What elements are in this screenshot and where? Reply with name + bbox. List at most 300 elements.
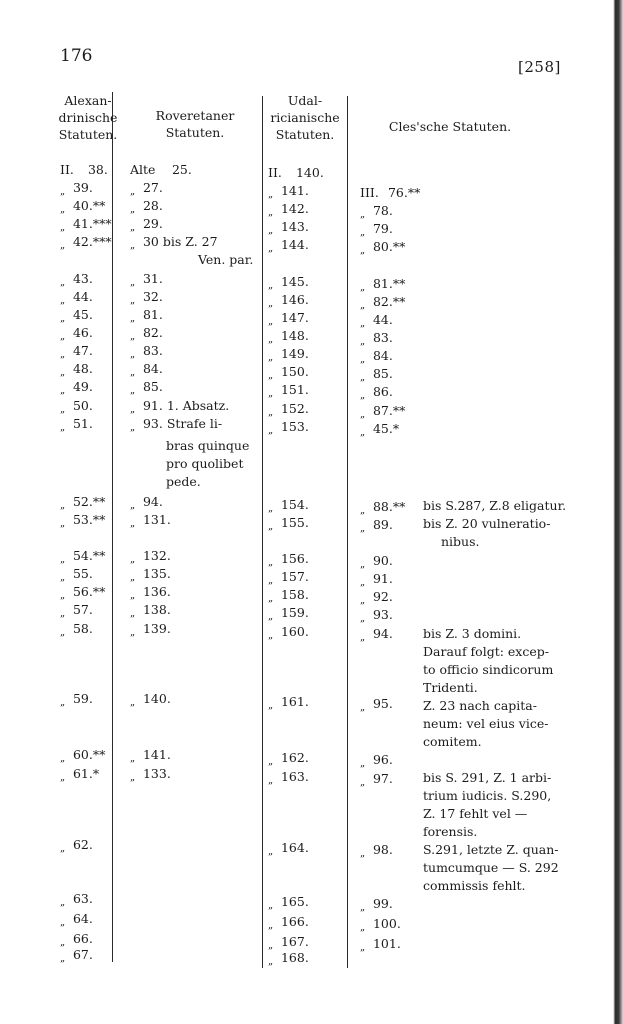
ditto-marker: „	[130, 367, 136, 378]
ditto-marker: „	[268, 225, 274, 236]
header-cles: Cles'sche Statuten.	[388, 119, 512, 134]
statute-number: 168.	[280, 950, 309, 965]
alexandrinische-cell	[60, 378, 93, 399]
ditto-marker: „	[268, 920, 274, 931]
statute-number: 55.	[72, 566, 93, 581]
alexandrinische-cell	[60, 690, 93, 711]
statute-number: 93.	[372, 607, 393, 622]
ditto-marker: „	[268, 900, 274, 911]
statute-number: 42.***	[72, 234, 112, 249]
statute-number: 131.	[142, 512, 171, 527]
ditto-marker: „	[60, 572, 66, 583]
statute-number: 32.	[142, 289, 163, 304]
statute-number: 164.	[280, 840, 309, 855]
cles-note: Darauf folgt: excep-	[423, 644, 549, 659]
udalricianische-cell	[268, 893, 309, 914]
statute-number: 138.	[142, 602, 171, 617]
cles-note: neum: vel eius vice-	[423, 716, 549, 731]
ditto-marker: II.	[60, 162, 74, 177]
roveretaner-cell	[130, 765, 171, 786]
ditto-marker: „	[60, 500, 66, 511]
statute-number: 56.**	[72, 584, 106, 599]
cles-cell	[360, 184, 420, 201]
roveretaner-cell	[130, 378, 163, 399]
statute-number: 82.	[142, 325, 163, 340]
header-line: Statuten.	[275, 127, 335, 142]
statute-number: 43.	[72, 271, 93, 286]
udalricianische-cell	[268, 514, 309, 535]
header-line: Alexan-	[64, 93, 112, 108]
statute-number: 96.	[372, 752, 393, 767]
statute-number: 39.	[72, 180, 93, 195]
ditto-marker: „	[130, 572, 136, 583]
ditto-marker: „	[360, 702, 366, 713]
ditto-marker: „	[60, 608, 66, 619]
statute-number: 58.	[72, 621, 93, 636]
ditto-marker: „	[360, 300, 366, 311]
ditto-marker: „	[130, 240, 136, 251]
header-alexandrinische	[52, 92, 124, 143]
ditto-marker: „	[130, 204, 136, 215]
statute-number: 162.	[280, 750, 309, 765]
statute-number: 45.	[72, 307, 93, 322]
ditto-marker: „	[130, 422, 136, 433]
statute-number: 84.	[142, 361, 163, 376]
statute-number: 76.**	[387, 185, 421, 200]
ditto-marker: „	[268, 846, 274, 857]
ditto-marker: „	[268, 388, 274, 399]
cles-note: bis Z. 3 domini.	[423, 626, 522, 641]
statute-number: 141.	[142, 747, 171, 762]
ditto-marker: „	[130, 313, 136, 324]
statute-number: 87.**	[372, 403, 406, 418]
statute-number: 44.	[372, 312, 393, 327]
statute-number: 153.	[280, 419, 309, 434]
statute-number: 99.	[372, 896, 393, 911]
statute-number: 80.**	[372, 239, 406, 254]
statute-number: 51.	[72, 416, 93, 431]
statute-number: 159.	[280, 605, 309, 620]
header-udalricianische	[265, 92, 345, 143]
ditto-marker: „	[268, 611, 274, 622]
alexandrinische-cell	[60, 161, 108, 178]
statute-number: 146.	[280, 292, 309, 307]
ditto-marker: „	[60, 295, 66, 306]
statute-number: 157.	[280, 569, 309, 584]
statute-number: 165.	[280, 894, 309, 909]
statute-number: 166.	[280, 914, 309, 929]
statute-number: 147.	[280, 310, 309, 325]
ditto-marker: „	[268, 775, 274, 786]
cles-note: bis S. 291, Z. 1 arbi-	[423, 770, 552, 785]
ditto-marker: „	[360, 902, 366, 913]
cles-cell	[360, 516, 393, 537]
ditto-marker: „	[60, 772, 66, 783]
statute-number: 63.	[72, 891, 93, 906]
statute-number: 97.	[372, 771, 393, 786]
cles-cell	[360, 935, 401, 956]
statute-number: 160.	[280, 624, 309, 639]
statute-number: 50.	[72, 398, 93, 413]
ditto-marker: „	[130, 404, 136, 415]
statute-number: 53.**	[72, 512, 106, 527]
ditto-marker: „	[60, 590, 66, 601]
ditto-marker: „	[268, 593, 274, 604]
statute-number: 52.**	[72, 494, 106, 509]
ditto-marker: „	[360, 282, 366, 293]
ditto-marker: „	[60, 627, 66, 638]
alexandrinische-cell	[60, 415, 93, 436]
statute-number: 95.	[372, 696, 393, 711]
udalricianische-cell	[268, 949, 309, 970]
alexandrinische-cell	[60, 890, 93, 911]
statute-number: 142.	[280, 201, 309, 216]
statute-number: 145.	[280, 274, 309, 289]
ditto-marker: „	[360, 922, 366, 933]
statute-number: 101.	[372, 936, 401, 951]
cles-cell	[360, 915, 401, 936]
header-line: Statuten.	[58, 127, 118, 142]
statute-number: 60.**	[72, 747, 106, 762]
cles-note: Z. 17 fehlt vel —	[423, 806, 528, 821]
alexandrinische-cell	[60, 511, 105, 532]
roveretaner-cell	[130, 601, 171, 622]
alexandrinische-cell	[60, 601, 93, 622]
roveretaner-note: bras quinque	[166, 438, 250, 453]
ditto-marker: „	[60, 349, 66, 360]
statute-number: 28.	[142, 198, 163, 213]
statute-number: 31.	[142, 271, 163, 286]
statute-number: 161.	[280, 694, 309, 709]
ditto-marker: „	[268, 756, 274, 767]
statute-number: 82.**	[372, 294, 406, 309]
ditto-marker: „	[130, 500, 136, 511]
roveretaner-note: pede.	[166, 474, 201, 489]
statute-number: 144.	[280, 237, 309, 252]
ditto-marker: „	[130, 385, 136, 396]
statute-number: 59.	[72, 691, 93, 706]
ditto-marker: „	[268, 940, 274, 951]
ditto-marker: III.	[360, 185, 379, 200]
roveretaner-cell	[130, 161, 192, 178]
ditto-marker: „	[130, 697, 136, 708]
statute-number: 41.***	[72, 216, 112, 231]
ditto-marker: „	[130, 608, 136, 619]
statute-number: 94.	[372, 626, 393, 641]
statute-number: 167.	[280, 934, 309, 949]
ditto-marker: „	[360, 409, 366, 420]
roveretaner-cell	[130, 690, 171, 711]
statute-number: 61.*	[72, 766, 100, 781]
ditto-marker: „	[360, 758, 366, 769]
statute-number: 49.	[72, 379, 93, 394]
statute-number: 64.	[72, 911, 93, 926]
statute-number: 46.	[72, 325, 93, 340]
udalricianische-cell	[268, 768, 309, 789]
statute-number: 30 bis Z. 27	[142, 234, 218, 249]
ditto-marker: „	[60, 404, 66, 415]
ditto-marker: „	[130, 627, 136, 638]
ditto-marker: „	[268, 425, 274, 436]
ditto-marker: „	[130, 518, 136, 529]
ditto-marker: „	[130, 590, 136, 601]
ditto-marker: „	[360, 559, 366, 570]
ditto-marker: „	[60, 843, 66, 854]
cles-note: bis S.287, Z.8 eligatur.	[423, 498, 567, 513]
statute-number: 66.	[72, 931, 93, 946]
statute-number: 91.	[372, 571, 393, 586]
ditto-marker: „	[360, 209, 366, 220]
ditto-marker: „	[60, 518, 66, 529]
udalricianische-cell	[268, 693, 309, 714]
cles-note: bis Z. 20 vulneratio-	[423, 516, 551, 531]
header-line: Udal-	[287, 93, 323, 108]
statute-number: 25.	[171, 162, 192, 177]
statute-number: 81.**	[372, 276, 406, 291]
ditto-marker: „	[60, 753, 66, 764]
statute-number: 158.	[280, 587, 309, 602]
statute-number: 154.	[280, 497, 309, 512]
page-number: 176	[60, 46, 93, 66]
statute-number: 136.	[142, 584, 171, 599]
cles-cell	[360, 383, 393, 404]
statute-number: 54.**	[72, 548, 106, 563]
ditto-marker: „	[130, 186, 136, 197]
ditto-marker: „	[60, 240, 66, 251]
ditto-marker: „	[268, 316, 274, 327]
statute-number: 100.	[372, 916, 401, 931]
statute-number: 94.	[142, 494, 163, 509]
cles-cell	[360, 238, 405, 259]
page-reference: [258]	[518, 58, 561, 76]
udalricianische-cell	[268, 381, 309, 402]
statute-number: 79.	[372, 221, 393, 236]
statute-number: 67.	[72, 947, 93, 962]
cles-note: S.291, letzte Z. quan-	[423, 842, 559, 857]
statute-number: 90.	[372, 553, 393, 568]
column-divider	[347, 96, 348, 968]
cles-cell	[360, 625, 393, 646]
statute-number: 78.	[372, 203, 393, 218]
statute-number: 62.	[72, 837, 93, 852]
statute-number: 91. 1. Absatz.	[142, 398, 230, 413]
alexandrinische-cell	[60, 910, 93, 931]
roveretaner-note: Ven. par.	[198, 252, 254, 267]
cles-note: Z. 23 nach capita-	[423, 698, 537, 713]
ditto-marker: „	[268, 370, 274, 381]
ditto-marker: „	[360, 848, 366, 859]
alexandrinische-cell	[60, 620, 93, 641]
statute-number: 141.	[280, 183, 309, 198]
ditto-marker: Alte	[130, 162, 156, 177]
ditto-marker: „	[130, 331, 136, 342]
statute-number: 93. Strafe li-	[142, 416, 223, 431]
ditto-marker: „	[60, 422, 66, 433]
ditto-marker: „	[268, 575, 274, 586]
ditto-marker: „	[268, 557, 274, 568]
cles-cell	[360, 695, 393, 716]
statute-number: 29.	[142, 216, 163, 231]
statute-number: 163.	[280, 769, 309, 784]
ditto-marker: „	[60, 367, 66, 378]
ditto-marker: „	[60, 385, 66, 396]
ditto-marker: „	[360, 245, 366, 256]
ditto-marker: „	[360, 942, 366, 953]
ditto-marker: „	[60, 917, 66, 928]
ditto-marker: „	[360, 390, 366, 401]
roveretaner-cell	[130, 620, 171, 641]
ditto-marker: „	[360, 613, 366, 624]
header-roveretaner	[145, 107, 245, 141]
statute-number: 83.	[142, 343, 163, 358]
ditto-marker: „	[130, 277, 136, 288]
cles-cell	[360, 751, 393, 772]
ditto-marker: „	[360, 354, 366, 365]
ditto-marker: „	[60, 186, 66, 197]
ditto-marker: „	[360, 227, 366, 238]
statute-number: 155.	[280, 515, 309, 530]
statute-number: 156.	[280, 551, 309, 566]
ditto-marker: „	[360, 632, 366, 643]
udalricianische-cell	[268, 749, 309, 770]
cles-note: commissis fehlt.	[423, 878, 526, 893]
ditto-marker: „	[268, 189, 274, 200]
statute-number: 135.	[142, 566, 171, 581]
statute-number: 44.	[72, 289, 93, 304]
statute-number: 148.	[280, 328, 309, 343]
udalricianische-cell	[268, 604, 309, 625]
udalricianische-cell	[268, 236, 309, 257]
alexandrinische-cell	[60, 746, 105, 767]
ditto-marker: „	[130, 753, 136, 764]
statute-number: 89.	[372, 517, 393, 532]
udalricianische-cell	[268, 418, 309, 439]
ditto-marker: „	[60, 222, 66, 233]
cles-note: tumcumque — S. 292	[423, 860, 559, 875]
cles-cell	[360, 606, 393, 627]
statute-number: 98.	[372, 842, 393, 857]
statute-number: 85.	[372, 366, 393, 381]
cles-cell	[360, 770, 393, 791]
ditto-marker: „	[268, 407, 274, 418]
statute-number: 45.*	[372, 421, 400, 436]
ditto-marker: „	[268, 280, 274, 291]
ditto-marker: „	[268, 334, 274, 345]
roveretaner-cell	[130, 746, 171, 767]
alexandrinische-cell	[60, 836, 93, 857]
ditto-marker: „	[268, 521, 274, 532]
cles-note: to officio sindicorum	[423, 662, 554, 677]
ditto-marker: „	[360, 523, 366, 534]
ditto-marker: „	[268, 352, 274, 363]
roveretaner-cell	[130, 511, 171, 532]
statute-number: 84.	[372, 348, 393, 363]
ditto-marker: „	[60, 897, 66, 908]
cles-note: comitem.	[423, 734, 482, 749]
page-binding-edge	[609, 0, 623, 1024]
statute-number: 140.	[295, 165, 324, 180]
ditto-marker: „	[60, 937, 66, 948]
ditto-marker: „	[268, 503, 274, 514]
ditto-marker: „	[130, 349, 136, 360]
header-line: Roveretaner	[155, 108, 235, 123]
ditto-marker: „	[360, 336, 366, 347]
statute-number: 140.	[142, 691, 171, 706]
column-divider	[112, 92, 113, 962]
statute-number: 151.	[280, 382, 309, 397]
statute-number: 150.	[280, 364, 309, 379]
cles-note: Tridenti.	[423, 680, 478, 695]
ditto-marker: „	[60, 554, 66, 565]
header-line: Statuten.	[165, 125, 225, 140]
statute-number: 88.**	[372, 499, 406, 514]
statute-number: 149.	[280, 346, 309, 361]
ditto-marker: „	[360, 372, 366, 383]
statute-number: 86.	[372, 384, 393, 399]
udalricianische-cell	[268, 839, 309, 860]
roveretaner-cell	[130, 415, 222, 436]
statute-number: 47.	[72, 343, 93, 358]
statute-number: 143.	[280, 219, 309, 234]
ditto-marker: „	[268, 956, 274, 967]
ditto-marker: „	[268, 243, 274, 254]
cles-note: nibus.	[441, 534, 480, 549]
ditto-marker: „	[360, 427, 366, 438]
ditto-marker: II.	[268, 165, 282, 180]
ditto-marker: „	[60, 313, 66, 324]
statute-number: 27.	[142, 180, 163, 195]
statute-number: 92.	[372, 589, 393, 604]
header-line: ricianische	[270, 110, 340, 125]
statute-number: 81.	[142, 307, 163, 322]
udalricianische-cell	[268, 623, 309, 644]
statute-number: 133.	[142, 766, 171, 781]
ditto-marker: „	[130, 222, 136, 233]
ditto-marker: „	[60, 277, 66, 288]
ditto-marker: „	[268, 207, 274, 218]
udalricianische-cell	[268, 913, 309, 934]
ditto-marker: „	[60, 204, 66, 215]
ditto-marker: „	[60, 953, 66, 964]
alexandrinische-cell	[60, 946, 93, 967]
ditto-marker: „	[360, 505, 366, 516]
ditto-marker: „	[268, 700, 274, 711]
statute-number: 40.**	[72, 198, 106, 213]
ditto-marker: „	[130, 295, 136, 306]
cles-cell	[360, 420, 399, 441]
statute-number: 38.	[87, 162, 108, 177]
alexandrinische-cell	[60, 765, 99, 786]
cles-cell	[360, 841, 393, 862]
cles-note: trium iudicis. S.290,	[423, 788, 552, 803]
cles-cell	[360, 895, 393, 916]
ditto-marker: „	[268, 298, 274, 309]
statute-number: 85.	[142, 379, 163, 394]
ditto-marker: „	[60, 331, 66, 342]
statute-number: 152.	[280, 401, 309, 416]
ditto-marker: „	[360, 577, 366, 588]
ditto-marker: „	[360, 595, 366, 606]
statute-number: 48.	[72, 361, 93, 376]
cles-note: forensis.	[423, 824, 478, 839]
ditto-marker: „	[360, 777, 366, 788]
statute-number: 83.	[372, 330, 393, 345]
alexandrinische-cell	[60, 233, 112, 254]
roveretaner-note: pro quolibet	[166, 456, 244, 471]
statute-number: 57.	[72, 602, 93, 617]
ditto-marker: „	[130, 772, 136, 783]
statute-number: 139.	[142, 621, 171, 636]
